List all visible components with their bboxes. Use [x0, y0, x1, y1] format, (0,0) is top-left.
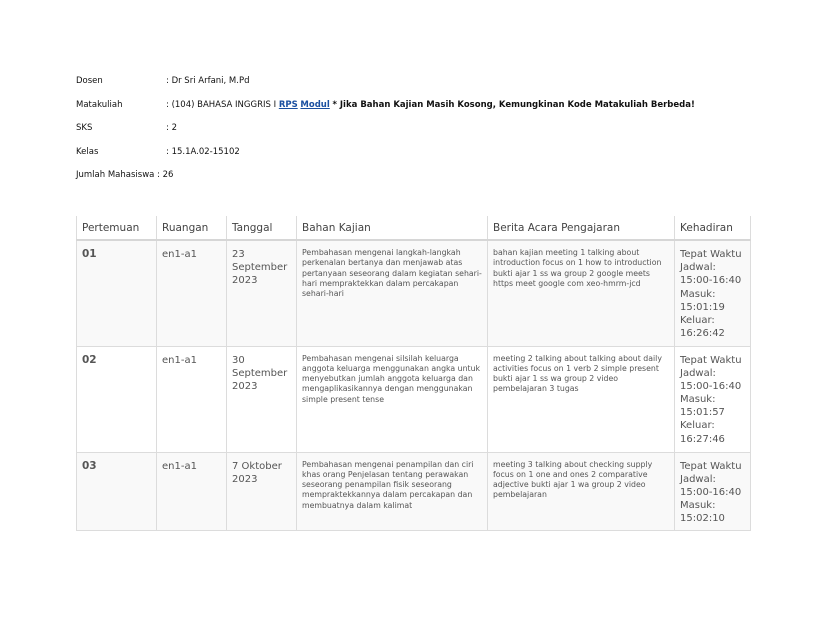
attendance-schedule: 15:00-16:40 [680, 486, 742, 498]
attendance-in: 15:01:19 [680, 301, 725, 313]
header-berita-acara: Berita Acara Pengajaran [488, 216, 675, 240]
attendance-in-label: Masuk: [680, 394, 716, 406]
header-pertemuan: Pertemuan [77, 216, 157, 240]
cell-ruangan: en1-a1 [157, 346, 227, 452]
kelas-label: Kelas [76, 146, 99, 157]
jumlah-label: Jumlah Mahasiswa [76, 170, 155, 180]
sks-label: SKS [76, 123, 93, 133]
cell-ruangan: en1-a1 [157, 240, 227, 346]
modul-link[interactable]: Modul [300, 99, 330, 110]
attendance-in: 15:02:10 [680, 513, 725, 525]
table-row [77, 240, 751, 346]
cell-berita-acara: meeting 2 talking about talking about daily activities focus on 1 verb 2 simple present bukti ajar 1 ss wa group 2 video pembelajaran 3 tugas [488, 346, 675, 452]
matakuliah-value: : (104) BAHASA INGGRIS I [166, 99, 277, 110]
attendance-out-label: Keluar: [680, 314, 715, 326]
attendance-schedule-label: Jadwal: [680, 367, 716, 379]
attendance-schedule: 15:00-16:40 [680, 275, 742, 287]
cell-kehadiran [675, 240, 751, 346]
dosen-row [76, 76, 250, 100]
course-info [76, 76, 695, 194]
attendance-schedule-label: Jadwal: [680, 473, 716, 485]
cell-berita-acara: meeting 3 talking about checking supply focus on 1 one and ones 2 comparative adjective bukti ajar 1 wa group 2 video pembelajaran [488, 452, 675, 531]
kelas-value: : 15.1A.02-15102 [166, 146, 240, 157]
attendance-out: 16:27:46 [680, 433, 725, 445]
cell-pertemuan: 01 [77, 240, 157, 346]
cell-pertemuan: 02 [77, 346, 157, 452]
table-row [77, 452, 751, 531]
cell-tanggal: 7 Oktober 2023 [227, 452, 297, 531]
header-ruangan: Ruangan [157, 216, 227, 240]
cell-ruangan: en1-a1 [157, 452, 227, 531]
cell-kehadiran [675, 452, 751, 531]
dosen-label: Dosen [76, 76, 103, 86]
attendance-in-label: Masuk: [680, 288, 716, 300]
header-kehadiran: Kehadiran [675, 216, 751, 240]
kelas-row [76, 146, 240, 171]
cell-tanggal: 30 September 2023 [227, 346, 297, 452]
header-bahan-kajian: Bahan Kajian [297, 216, 488, 240]
cell-bahan-kajian: Pembahasan mengenai langkah-langkah perkenalan bertanya dan menjawab atas pertanyaan seseorang dalam kegiatan sehari-hari mempraktekkan dalam percakapan sehari-hari [297, 240, 488, 346]
cell-bahan-kajian: Pembahasan mengenai silsilah keluarga anggota keluarga menggunakan angka untuk menyebutkan jumlah anggota keluarga dan mengaplikasikannya dengan menggunakan simple present tense [297, 346, 488, 452]
attendance-schedule: 15:00-16:40 [680, 380, 742, 392]
table-row [77, 346, 751, 452]
cell-berita-acara: bahan kajian meeting 1 talking about introduction focus on 1 how to introduction bukti ajar 1 ss wa group 2 google meets https meet google com xeo-hmrm-jcd [488, 240, 675, 346]
cell-kehadiran [675, 346, 751, 452]
attendance-status: Tepat Waktu [680, 249, 742, 260]
table-header-row [77, 216, 751, 240]
matakuliah-row [76, 99, 695, 124]
cell-bahan-kajian: Pembahasan mengenai penampilan dan ciri khas orang Penjelasan tentang perawakan seseorang penampilan fisik seseorang mempraktekkannya dalam percakapan dan membuatnya dalam kalimat [297, 452, 488, 531]
jumlah-row [76, 170, 173, 194]
rps-link[interactable]: RPS [278, 99, 298, 110]
sks-value: : 2 [166, 123, 177, 133]
header-tanggal: Tanggal [227, 216, 297, 240]
matakuliah-label: Matakuliah [76, 99, 123, 110]
attendance-status: Tepat Waktu [680, 460, 742, 472]
jumlah-value: : 26 [157, 170, 174, 180]
dosen-value: : Dr Sri Arfani, M.Pd [166, 76, 250, 86]
cell-pertemuan: 03 [77, 452, 157, 531]
matakuliah-note: * Jika Bahan Kajian Masih Kosong, Kemungkinan Kode Matakuliah Berbeda! [332, 99, 695, 110]
attendance-in: 15:01:57 [680, 407, 725, 419]
cell-tanggal: 23 September 2023 [227, 240, 297, 346]
sks-row [76, 123, 177, 147]
attendance-out-label: Keluar: [680, 420, 715, 432]
attendance-schedule-label: Jadwal: [680, 262, 716, 274]
matakuliah-value-group [166, 100, 695, 110]
attendance-table [76, 216, 751, 531]
attendance-out: 16:26:42 [680, 328, 725, 340]
attendance-status: Tepat Waktu [680, 354, 742, 366]
attendance-in-label: Masuk: [680, 500, 716, 512]
